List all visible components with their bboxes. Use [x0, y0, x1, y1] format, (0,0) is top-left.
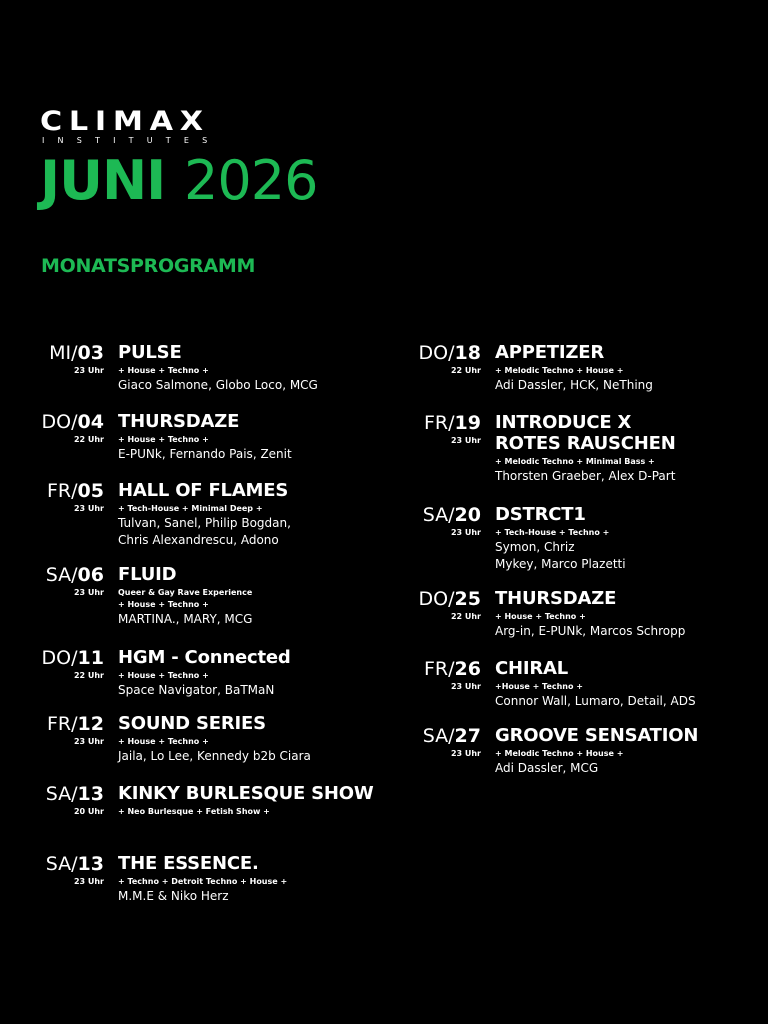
- date-label: [419, 588, 481, 610]
- event-genres: + Melodic Techno + House +: [495, 366, 624, 375]
- event-entry: [45, 853, 288, 904]
- event-genres: Queer & Gay Rave Experience: [118, 588, 253, 597]
- weekday: FR: [47, 713, 72, 735]
- date-label: [46, 783, 104, 805]
- event-time: 23 Uhr: [73, 737, 104, 746]
- date-separator: /: [448, 412, 455, 434]
- date-separator: /: [71, 783, 78, 805]
- day-number: 06: [77, 564, 104, 586]
- event-date: [47, 713, 104, 747]
- event-artists: Adi Dassler, MCG: [495, 761, 599, 775]
- event-artists: Space Navigator, BaTMaN: [118, 683, 275, 697]
- event-entry: [41, 411, 292, 462]
- logo-wordmark: CLIMAX: [40, 106, 210, 137]
- event-genres: + Tech-House + Techno +: [495, 528, 610, 537]
- event-date: [46, 853, 104, 887]
- event-title: DSTRCT1: [495, 504, 586, 525]
- event-entry: [47, 480, 291, 548]
- event-date: [423, 504, 481, 538]
- weekday: FR: [47, 480, 72, 502]
- event-time: 23 Uhr: [73, 877, 104, 886]
- date-separator: /: [71, 342, 78, 364]
- event-date: [46, 564, 104, 598]
- weekday: FR: [424, 412, 449, 434]
- weekday: DO: [41, 411, 72, 433]
- event-time: 23 Uhr: [73, 588, 104, 597]
- weekday: SA: [45, 853, 72, 875]
- logo-subtitle: INSTITUTES: [42, 136, 221, 145]
- event-genres: + House + Techno +: [495, 612, 586, 621]
- date-label: [42, 411, 104, 433]
- event-date: [424, 412, 481, 446]
- day-number: 20: [454, 504, 481, 526]
- event-title: HGM - Connected: [118, 647, 291, 668]
- date-separator: /: [448, 725, 455, 747]
- event-entry: [49, 342, 318, 393]
- date-separator: /: [71, 853, 78, 875]
- event-time: 23 Uhr: [450, 528, 481, 537]
- event-entry: [422, 725, 699, 776]
- weekday: SA: [45, 783, 72, 805]
- event-artists: Adi Dassler, HCK, NeThing: [495, 378, 653, 392]
- title-month: JUNI: [40, 149, 166, 212]
- event-entry: [424, 412, 676, 484]
- date-label: [424, 412, 481, 434]
- day-number: 13: [77, 783, 104, 805]
- event-time: 23 Uhr: [450, 436, 481, 445]
- title-year: 2026: [184, 149, 318, 212]
- event-genres: + House + Techno +: [118, 671, 209, 680]
- event-time: 22 Uhr: [73, 671, 104, 680]
- weekday: DO: [41, 647, 72, 669]
- event-genres: + Melodic Techno + House +: [495, 749, 624, 758]
- date-label: [46, 853, 104, 875]
- weekday: SA: [45, 564, 72, 586]
- date-label: [47, 480, 104, 502]
- event-title: CHIRAL: [495, 658, 569, 679]
- event-artists: E-PUNk, Fernando Pais, Zenit: [118, 447, 292, 461]
- event-genres: + House + Techno +: [118, 600, 209, 609]
- event-title: GROOVE SENSATION: [495, 725, 699, 746]
- weekday: SA: [422, 504, 449, 526]
- date-label: [42, 647, 104, 669]
- event-time: 22 Uhr: [450, 612, 481, 621]
- event-title: INTRODUCE X: [495, 412, 632, 433]
- event-artists: Jaila, Lo Lee, Kennedy b2b Ciara: [118, 749, 311, 763]
- event-genres: + House + Techno +: [118, 366, 209, 375]
- event-date: [424, 658, 481, 692]
- event-entry: [47, 713, 311, 764]
- event-time: 20 Uhr: [73, 807, 104, 816]
- event-time: 23 Uhr: [73, 504, 104, 513]
- event-genres: +House + Techno +: [495, 682, 583, 691]
- event-title: KINKY BURLESQUE SHOW: [118, 783, 374, 804]
- date-label: [419, 342, 481, 364]
- event-artists: Thorsten Graeber, Alex D-Part: [495, 469, 676, 483]
- event-genres: + Techno + Detroit Techno + House +: [118, 877, 288, 886]
- event-entry: [45, 564, 253, 627]
- event-title: THURSDAZE: [118, 411, 240, 432]
- day-number: 11: [77, 647, 104, 669]
- page-title: [40, 150, 317, 212]
- event-date: [419, 342, 481, 376]
- date-separator: /: [71, 713, 78, 735]
- date-separator: /: [71, 411, 78, 433]
- event-artists: Symon, Chriz: [495, 540, 575, 554]
- event-entry: [41, 647, 291, 698]
- climax-logo: [40, 106, 230, 145]
- event-entry: [418, 588, 686, 639]
- date-separator: /: [71, 647, 78, 669]
- event-title: SOUND SERIES: [118, 713, 266, 734]
- event-artists: Chris Alexandrescu, Adono: [118, 533, 279, 547]
- event-artists: Connor Wall, Lumaro, Detail, ADS: [495, 694, 696, 708]
- event-title: THURSDAZE: [495, 588, 617, 609]
- date-separator: /: [71, 564, 78, 586]
- program-subtitle: MONATSPROGRAMM: [41, 255, 256, 277]
- event-title: FLUID: [118, 564, 177, 585]
- event-date: [47, 480, 104, 514]
- weekday: SA: [422, 725, 449, 747]
- event-artists: Giaco Salmone, Globo Loco, MCG: [118, 378, 318, 392]
- event-genres: + Neo Burlesque + Fetish Show +: [118, 807, 270, 816]
- event-artists: MARTINA., MARY, MCG: [118, 612, 253, 626]
- event-date: [423, 725, 481, 759]
- event-artists: M.M.E & Niko Herz: [118, 889, 229, 903]
- weekday: MI: [49, 342, 72, 364]
- event-date: [419, 588, 481, 622]
- event-title: APPETIZER: [495, 342, 604, 363]
- weekday: DO: [418, 342, 449, 364]
- day-number: 18: [454, 342, 481, 364]
- date-separator: /: [448, 658, 455, 680]
- day-number: 04: [77, 411, 104, 433]
- event-title: ROTES RAUSCHEN: [495, 433, 676, 454]
- weekday: DO: [418, 588, 449, 610]
- event-entry: [422, 504, 626, 572]
- event-genres: + House + Techno +: [118, 737, 209, 746]
- event-artists: Mykey, Marco Plazetti: [495, 557, 626, 571]
- day-number: 25: [454, 588, 481, 610]
- date-label: [49, 342, 104, 364]
- day-number: 12: [77, 713, 104, 735]
- event-date: [46, 783, 104, 817]
- event-time: 22 Uhr: [450, 366, 481, 375]
- day-number: 03: [77, 342, 104, 364]
- day-number: 13: [77, 853, 104, 875]
- event-time: 23 Uhr: [450, 682, 481, 691]
- date-separator: /: [448, 588, 455, 610]
- event-genres: + Melodic Techno + Minimal Bass +: [495, 457, 655, 466]
- event-entry: [424, 658, 696, 709]
- date-separator: /: [448, 342, 455, 364]
- date-label: [47, 713, 104, 735]
- event-title: HALL OF FLAMES: [118, 480, 289, 501]
- day-number: 05: [77, 480, 104, 502]
- day-number: 19: [454, 412, 481, 434]
- event-artists: Arg-in, E-PUNk, Marcos Schropp: [495, 624, 686, 638]
- event-time: 23 Uhr: [73, 366, 104, 375]
- date-separator: /: [71, 480, 78, 502]
- event-entry: [418, 342, 653, 393]
- event-date: [42, 411, 104, 445]
- date-label: [46, 564, 104, 586]
- event-genres: + House + Techno +: [118, 435, 209, 444]
- event-title: PULSE: [118, 342, 182, 363]
- date-separator: /: [448, 504, 455, 526]
- event-artists: Tulvan, Sanel, Philip Bogdan,: [118, 516, 291, 530]
- day-number: 27: [454, 725, 481, 747]
- date-label: [423, 504, 481, 526]
- event-entry: [45, 783, 374, 817]
- day-number: 26: [454, 658, 481, 680]
- event-date: [49, 342, 104, 376]
- date-label: [424, 658, 481, 680]
- event-time: 22 Uhr: [73, 435, 104, 444]
- event-time: 23 Uhr: [450, 749, 481, 758]
- event-date: [42, 647, 104, 681]
- event-title: THE ESSENCE.: [118, 853, 259, 874]
- weekday: FR: [424, 658, 449, 680]
- event-genres: + Tech-House + Minimal Deep +: [118, 504, 263, 513]
- date-label: [423, 725, 481, 747]
